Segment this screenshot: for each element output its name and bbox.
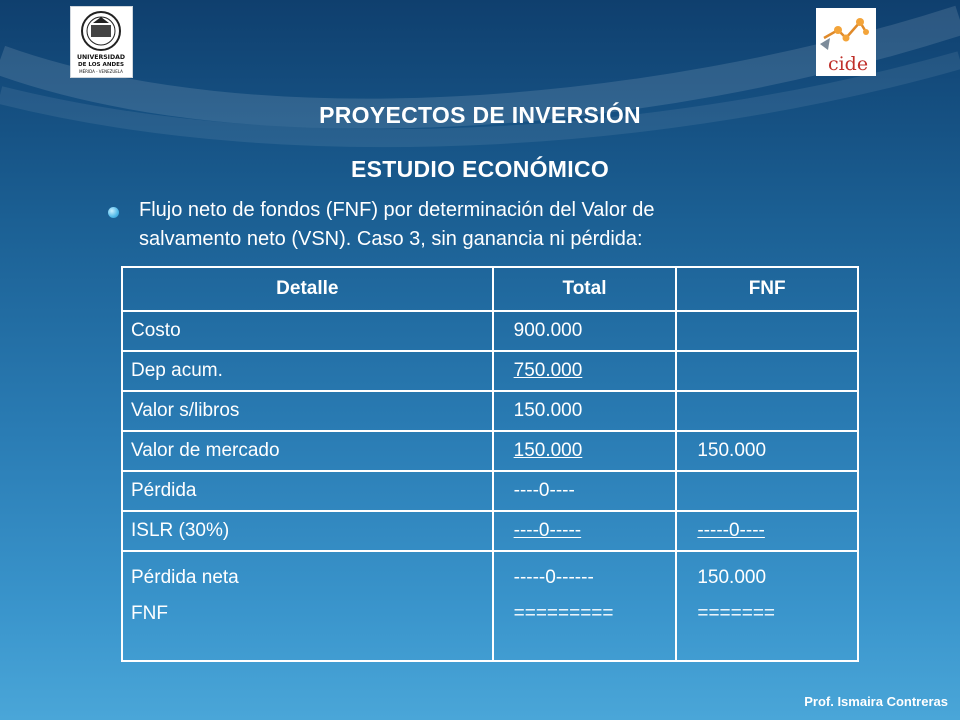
- author-footer: Prof. Ismaira Contreras: [804, 694, 948, 709]
- table-row: [122, 391, 858, 431]
- cell-fnf: [676, 351, 858, 391]
- fnf-label: FNF: [131, 603, 168, 624]
- cell-detalle: ISLR (30%): [122, 511, 493, 551]
- table-row: [122, 431, 858, 471]
- logo-line-1: UNIVERSIDAD: [76, 54, 126, 61]
- cide-logo-text: cide: [827, 53, 869, 75]
- university-logo: [70, 6, 133, 78]
- cell-total-final: [493, 551, 677, 661]
- perdida-neta-label: Pérdida neta: [131, 567, 239, 588]
- cell-fnf: -----0----: [676, 511, 858, 551]
- table-row-final: [122, 551, 858, 661]
- table-row: [122, 311, 858, 351]
- header-total: Total: [493, 267, 677, 311]
- cell-detalle: Valor de mercado: [122, 431, 493, 471]
- cell-total: 900.000: [493, 311, 677, 351]
- cell-total: ----0-----: [493, 511, 677, 551]
- page-subtitle: ESTUDIO ECONÓMICO: [350, 156, 610, 182]
- bullet-text: [139, 196, 839, 254]
- cell-detalle: Dep acum.: [122, 351, 493, 391]
- logo-line-3: MÉRIDA - VENEZUELA: [79, 69, 123, 74]
- header-fnf: FNF: [676, 267, 858, 311]
- cide-logo: [816, 8, 876, 76]
- cell-fnf: [676, 391, 858, 431]
- bullet-icon: [108, 207, 119, 218]
- cell-detalle: Pérdida: [122, 471, 493, 511]
- page-title: PROYECTOS DE INVERSIÓN: [319, 102, 641, 128]
- logo-line-2: DE LOS ANDES: [77, 62, 125, 68]
- cell-total: 150.000: [493, 431, 677, 471]
- cell-total: 150.000: [493, 391, 677, 431]
- table-header-row: [122, 267, 858, 311]
- table-row: [122, 351, 858, 391]
- cell-total: ----0----: [493, 471, 677, 511]
- cell-fnf: 150.000: [676, 431, 858, 471]
- table-row: [122, 511, 858, 551]
- university-seal-icon: [71, 7, 132, 77]
- total-rule: =========: [513, 603, 614, 624]
- cell-detalle: Costo: [122, 311, 493, 351]
- cell-detalle-final: [122, 551, 493, 661]
- cell-detalle: Valor s/libros: [122, 391, 493, 431]
- cide-logo-icon: [816, 8, 876, 76]
- cell-total: 750.000: [493, 351, 677, 391]
- cell-fnf-final: [676, 551, 858, 661]
- header-detalle: Detalle: [122, 267, 493, 311]
- fnf-table: [121, 266, 859, 662]
- fnf-total: 150.000: [697, 567, 767, 588]
- cell-fnf: [676, 311, 858, 351]
- bullet-line-1: Flujo neto de fondos (FNF) por determinación del Valor de: [139, 199, 655, 221]
- cell-fnf: [676, 471, 858, 511]
- fnf-rule: =======: [697, 603, 776, 624]
- table-row: [122, 471, 858, 511]
- bullet-line-2: salvamento neto (VSN). Caso 3, sin ganancia ni pérdida:: [139, 228, 643, 250]
- perdida-neta-total: -----0------: [513, 567, 594, 588]
